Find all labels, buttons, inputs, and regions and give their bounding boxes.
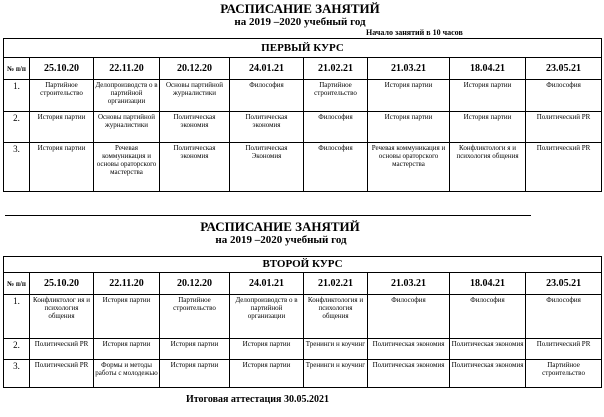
date-header: 21.03.21 <box>368 273 450 295</box>
table-cell: Конфликтологи я и психология общения <box>450 143 526 192</box>
table-cell: Политический PR <box>526 143 602 192</box>
date-header: 25.10.20 <box>30 273 94 295</box>
table-cell: Тренинги н коучинг <box>304 360 368 388</box>
table-cell: Партийное строительство <box>30 80 94 112</box>
table-cell: Формы и методы работы с молодежью <box>94 360 160 388</box>
table-cell: Партийное строительство <box>526 360 602 388</box>
table-cell: Речевая коммуникация и основы ораторского мастерства <box>94 143 160 192</box>
date-header: 21.03.21 <box>368 58 450 80</box>
table-row <box>4 360 602 388</box>
table-cell: Философия <box>304 143 368 192</box>
table-cell: Политическая экономия <box>368 360 450 388</box>
date-header: 23.05.21 <box>526 58 602 80</box>
table-cell: История партии <box>368 80 450 112</box>
row-number: 2. <box>4 339 30 360</box>
table-cell: Политическая экономия <box>368 339 450 360</box>
table-cell: Политическая экономия <box>450 360 526 388</box>
table-cell: История партии <box>160 360 230 388</box>
date-header: 22.11.20 <box>94 58 160 80</box>
section-divider <box>5 215 531 216</box>
table-cell: История партии <box>230 339 304 360</box>
date-header: 21.02.21 <box>304 58 368 80</box>
table-cell: Конфликтология и психология общения <box>304 295 368 339</box>
final-attestation-note: Итоговая аттестация 30.05.2021 <box>186 394 329 405</box>
table-cell: История партии <box>30 143 94 192</box>
date-header: 21.02.21 <box>304 273 368 295</box>
row-number: 3. <box>4 360 30 388</box>
date-header: 24.01.21 <box>230 58 304 80</box>
table-cell: Философия <box>450 295 526 339</box>
date-header: 20.12.20 <box>160 273 230 295</box>
table-cell: Политическая экономия <box>450 339 526 360</box>
num-column-header: № п/п <box>4 58 30 80</box>
table-row <box>4 143 602 192</box>
table-cell: Политическая Экономия <box>230 143 304 192</box>
row-number: 3. <box>4 143 30 192</box>
doc1-title: РАСПИСАНИЕ ЗАНЯТИЙ <box>220 1 380 16</box>
table-row <box>4 295 602 339</box>
table-row <box>4 80 602 112</box>
date-header: 22.11.20 <box>94 273 160 295</box>
table-cell: Политический PR <box>30 339 94 360</box>
table-cell: Политическая экономия <box>230 112 304 143</box>
date-header: 24.01.21 <box>230 273 304 295</box>
row-number: 2. <box>4 112 30 143</box>
table-cell: Конфликтолог ия и психология общения <box>30 295 94 339</box>
row-number: 1. <box>4 80 30 112</box>
table-cell: История партии <box>450 80 526 112</box>
course-title: ПЕРВЫЙ КУРС <box>4 39 602 58</box>
doc2-subtitle: на 2019 –2020 учебный год <box>215 234 347 246</box>
table-cell: Политическая экономия <box>160 112 230 143</box>
table-cell: История партии <box>94 295 160 339</box>
schedule-table-first-course <box>3 38 602 192</box>
table-cell: Философия <box>526 295 602 339</box>
course-title: ВТОРОЙ КУРС <box>4 257 602 273</box>
table-cell: Философия <box>526 80 602 112</box>
doc1-subtitle: на 2019 –2020 учебный год <box>234 16 366 28</box>
table-cell: История партии <box>30 112 94 143</box>
num-column-header: № п/п <box>4 273 30 295</box>
table-cell: Политический PR <box>526 339 602 360</box>
table-cell: Тренинги н коучинг <box>304 339 368 360</box>
table-cell: Партийное строительство <box>304 80 368 112</box>
table-cell: Делопроизводств о в партийной организации <box>230 295 304 339</box>
table-cell: Политическая экономия <box>160 143 230 192</box>
table-cell: История партии <box>230 360 304 388</box>
doc1-start-note: Начало занятий в 10 часов <box>366 28 463 37</box>
table-cell: Основы партийной журналистики <box>94 112 160 143</box>
schedule-table-second-course <box>3 256 602 388</box>
table-cell: Философия <box>368 295 450 339</box>
table-cell: История партии <box>368 112 450 143</box>
table-cell: Философия <box>230 80 304 112</box>
doc2-title: РАСПИСАНИЕ ЗАНЯТИЙ <box>200 219 360 234</box>
table-cell: Речевая коммуникация и основы ораторского мастерства <box>368 143 450 192</box>
date-header: 18.04.21 <box>450 273 526 295</box>
table-row <box>4 112 602 143</box>
row-number: 1. <box>4 295 30 339</box>
table-cell: Политический PR <box>30 360 94 388</box>
date-header: 25.10.20 <box>30 58 94 80</box>
table-cell: История партии <box>94 339 160 360</box>
table-cell: История партии <box>450 112 526 143</box>
table-cell: История партии <box>160 339 230 360</box>
date-header: 23.05.21 <box>526 273 602 295</box>
table-row <box>4 339 602 360</box>
date-header: 20.12.20 <box>160 58 230 80</box>
table-cell: Партийное строительство <box>160 295 230 339</box>
table-cell: Политический PR <box>526 112 602 143</box>
table-cell: Основы партийной журналистики <box>160 80 230 112</box>
table-cell: Философия <box>304 112 368 143</box>
date-header: 18.04.21 <box>450 58 526 80</box>
table-cell: Делопроизводств о в партийной организации <box>94 80 160 112</box>
